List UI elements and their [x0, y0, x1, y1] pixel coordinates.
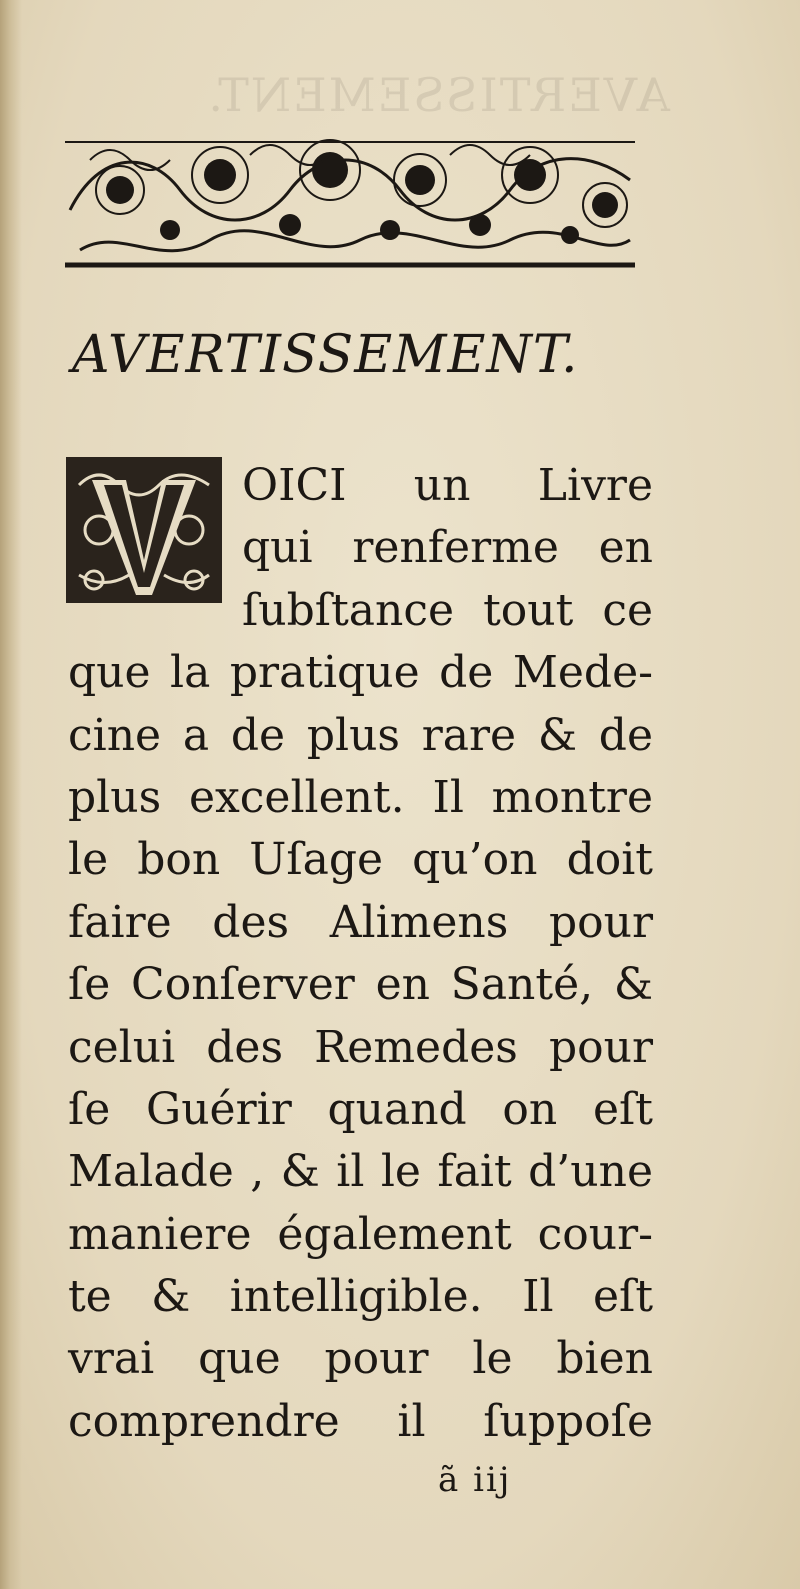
text-line: qui renferme en [242, 522, 653, 574]
text-line: maniere également cour- [68, 1208, 653, 1260]
text-line: cine a de plus rare & de [68, 709, 653, 761]
text-line: plus excellent. Il montre [68, 771, 653, 823]
text-line: Malade , & il le fait d’une [68, 1146, 653, 1198]
text-line: vrai que pour le bien [68, 1333, 653, 1385]
text-line: comprendre il ſuppoſe [68, 1395, 653, 1447]
text-line: ſe Conſerver en Santé, & [68, 959, 653, 1011]
signature-mark: ã iij [438, 1460, 512, 1500]
text-line: te & intelligible. Il eſt [68, 1271, 653, 1323]
page-title: AVERTISSEMENT. [72, 325, 579, 385]
text-line: le bon Uſage qu’on doit [68, 834, 653, 886]
body-text [68, 455, 653, 1453]
text-line: faire des Alimens pour [68, 896, 653, 948]
text-line: OICI un Livre [242, 460, 653, 511]
bleed-through-text: AVERTISSEMENT. [206, 68, 670, 122]
text-line: que la pratique de Mede- [68, 647, 653, 699]
binding-gutter [0, 0, 22, 1589]
text-line: ſubſtance tout ce [242, 584, 653, 636]
text-line: ſe Guérir quand on eſt [68, 1083, 653, 1135]
text-line: celui des Remedes pour [68, 1021, 653, 1073]
floral-headpiece-icon [60, 130, 640, 272]
